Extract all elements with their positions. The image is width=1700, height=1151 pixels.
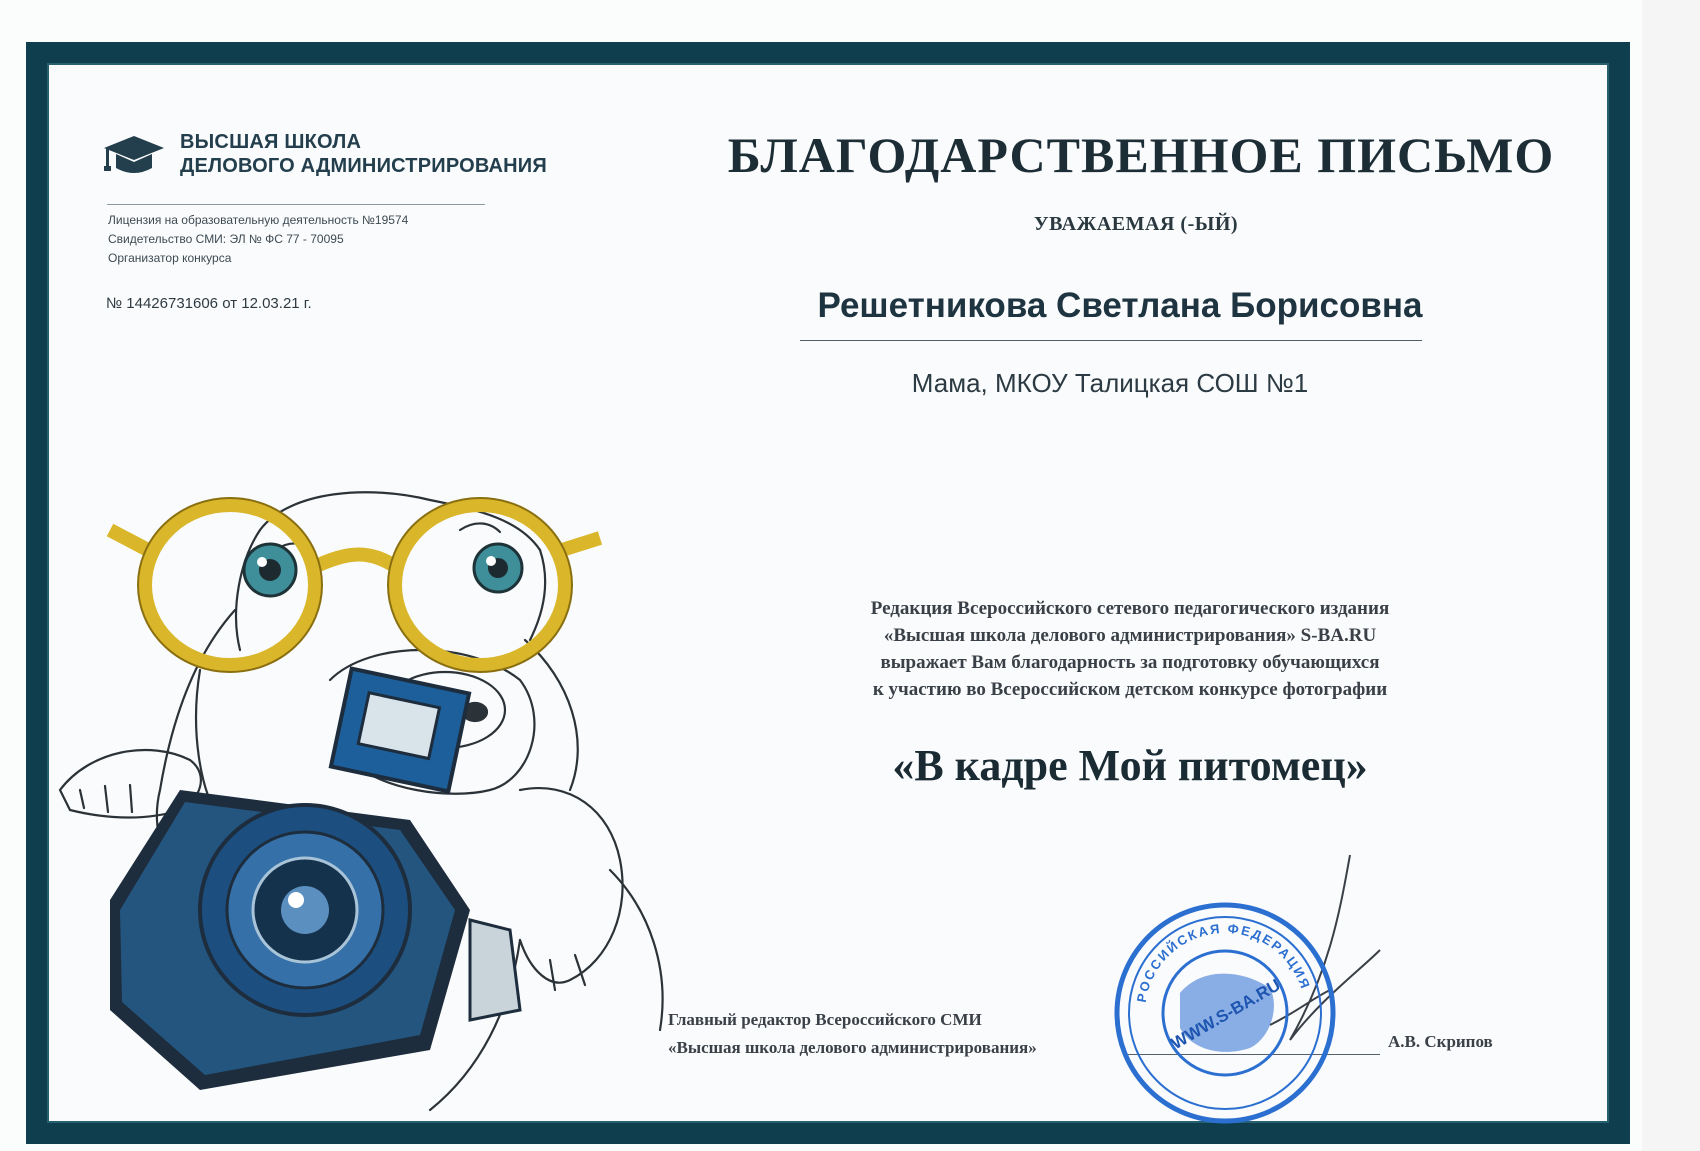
recipient-organization: Мама, МКОУ Талицкая СОШ №1 (911, 368, 1309, 398)
body-line-4: к участию во Всероссийском детском конкурсе фотографии (872, 679, 1388, 700)
graduation-cap-icon (102, 132, 166, 180)
recipient-name: Решетникова Светлана Борисовна (817, 286, 1423, 325)
paper-edge (1642, 0, 1700, 1151)
logo-line-2: ДЕЛОВОГО АДМИНИСТРИРОВАНИЯ (180, 155, 547, 177)
organizer-line: Организатор конкурса (108, 251, 232, 265)
body-line-2: «Высшая школа делового администрирования» S-BA.RU (883, 625, 1377, 646)
license-info (108, 211, 408, 268)
logo-line-1: ВЫСШАЯ ШКОЛА (180, 131, 362, 153)
signature-role-line-1: Главный редактор Всероссийского СМИ (668, 1010, 982, 1029)
signature-role-line-2: «Высшая школа делового администрирования» (668, 1038, 1037, 1057)
logo-wordmark (180, 130, 547, 178)
gratitude-text (740, 595, 1520, 703)
media-cert-line: Свидетельство СМИ: ЭЛ № ФС 77 - 70095 (108, 232, 344, 246)
logo-divider (107, 204, 485, 205)
seal-url: WWW.S-BA.RU (1167, 975, 1284, 1054)
document-number: № 14426731606 от 12.03.21 г. (106, 295, 312, 312)
license-line: Лицензия на образовательную деятельность №19574 (108, 213, 409, 227)
signer-name: А.В. Скрипов (1388, 1032, 1493, 1051)
recipient-underline (800, 340, 1422, 341)
contest-name: «В кадре Мой питомец» (892, 741, 1368, 790)
body-line-1: Редакция Всероссийского сетевого педагогического издания (870, 598, 1390, 619)
dog-with-camera-illustration (50, 490, 730, 1130)
salutation: УВАЖАЕМАЯ (-ЫЙ) (1033, 213, 1239, 235)
official-seal-stamp (1110, 898, 1340, 1128)
certificate-title: БЛАГОДАРСТВЕННОЕ ПИСЬМО (727, 127, 1555, 183)
seal-ring-text: РОССИЙСКАЯ ФЕДЕРАЦИЯ (1133, 920, 1314, 1004)
signature-role (668, 1006, 1148, 1062)
body-line-3: выражает Вам благодарность за подготовку обучающихся (880, 652, 1380, 673)
